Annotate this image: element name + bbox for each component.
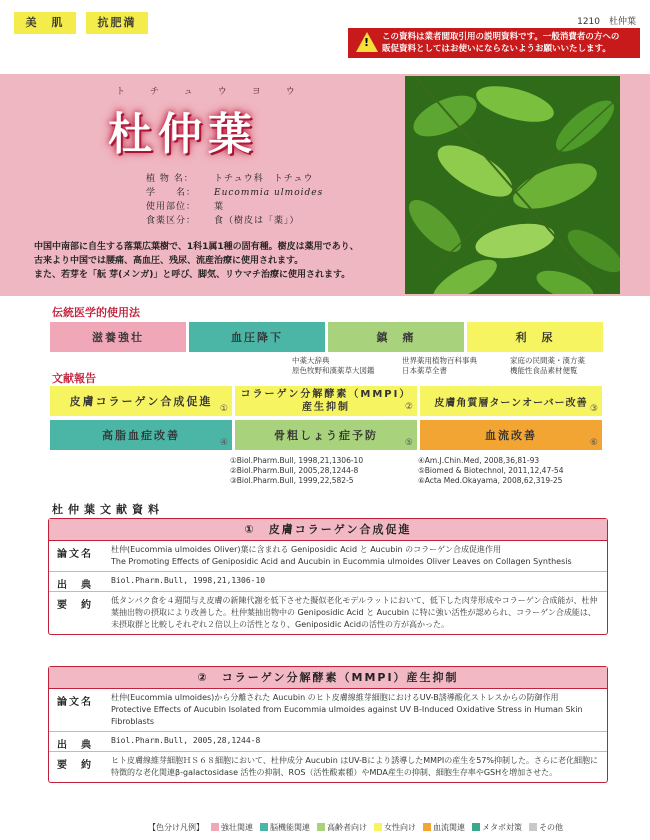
literature-item-num: ④ — [219, 438, 228, 448]
reference-line: ②Biol.Pharm.Bull, 2005,28,1244-8 — [230, 466, 359, 475]
legend-swatch — [260, 823, 268, 831]
reference-line: ⑤Biomed & Biotechnol, 2011,12,47-54 — [418, 466, 564, 475]
info-key: 食薬区分： — [146, 216, 197, 226]
row-label: 出 典 — [57, 740, 93, 751]
row-label: 出 典 — [57, 580, 93, 591]
leaf-photo — [405, 76, 620, 294]
legend-item — [317, 822, 367, 833]
description-line: 古来より中国では腰痛、高血圧、残尿、流産治療に使用されます。 — [34, 256, 304, 266]
literature-card-2 — [48, 666, 608, 783]
literature-refs-left — [230, 456, 363, 486]
literature-item — [50, 386, 232, 416]
legend-swatch — [317, 823, 325, 831]
card-heading: ① 皮膚コラーゲン合成促進 — [49, 519, 607, 541]
row-content: Biol.Pharm.Bull, 1998,21,1306-10 — [111, 576, 266, 585]
info-row — [146, 172, 323, 186]
literature-item — [235, 386, 417, 416]
reference-line: ④Am.J.Chin.Med, 2008,36,81-93 — [418, 456, 540, 465]
plant-description — [34, 240, 402, 282]
traditional-bar-row — [50, 322, 603, 352]
card-row-source — [49, 732, 607, 752]
color-legend — [148, 822, 563, 833]
card-heading: ② コラーゲン分解酵素（MMPⅠ）産生抑制 — [49, 667, 607, 689]
info-key: 植 物 名： — [146, 174, 194, 184]
warning-line-2: 販促資料としてはお使いにならないようお願いいたします。 — [382, 44, 611, 54]
row-content: Biol.Pharm.Bull, 2005,28,1244-8 — [111, 736, 261, 745]
leaf-photo-image — [405, 76, 620, 294]
traditional-item: 血圧降下 — [189, 322, 325, 352]
legend-item — [260, 822, 310, 833]
traditional-source — [402, 356, 477, 376]
literature-card-1 — [48, 518, 608, 635]
legend-label: 高齢者向け — [327, 823, 367, 832]
literature-item-num: ⑥ — [589, 438, 598, 448]
row-label: 要 約 — [57, 600, 93, 611]
legend-swatch — [529, 823, 537, 831]
traditional-source — [292, 356, 375, 376]
literature-item-label: 血流改善 — [485, 429, 537, 442]
warning-line-1: この資料は業者閲取引用の説明資料です。一般消費者の方への — [382, 32, 620, 42]
literature-item — [235, 420, 417, 450]
info-value: 食（樹皮は「薬」） — [214, 216, 300, 226]
info-key: 学 名： — [146, 188, 197, 198]
legend-swatch — [374, 823, 382, 831]
info-row — [146, 214, 323, 228]
source-line: 機能性食品素材便覧 — [510, 366, 578, 375]
document-number: 1210 杜仲葉 — [577, 17, 636, 27]
card-row-title — [49, 689, 607, 732]
legend-swatch — [423, 823, 431, 831]
legend-item — [529, 822, 563, 833]
paper-title-ja: 杜仲(Eucommia ulmoides)から分離された Aucubin のヒト皮膚線維芽細胞におけるUV-B誘導酸化ストレスからの防御作用 — [111, 693, 559, 702]
card-row-source — [49, 572, 607, 592]
literature-section-title: 杜仲葉文献資料 — [52, 503, 164, 516]
legend-item — [423, 822, 465, 833]
card-row-summary — [49, 592, 607, 634]
literature-refs-right — [418, 456, 563, 486]
legend-label: 女性向け — [384, 823, 416, 832]
reference-line: ③Biol.Pharm.Bull, 1999,22,582-5 — [230, 476, 354, 485]
row-content: ヒト皮膚線維芽細胞ＨＳ６８細胞において、杜仲成分 Aucubin はUV-Bにより誘導したMMPⅠの産生を57%抑制した。さらに老化細胞に特徴的な老化関連β-galactosidase 活性の抑制、ROS（活性酸素種）やMDA産生の抑制、細胞生存率やGSHを増加させた。 — [111, 756, 599, 777]
source-line: 家庭の民間薬・漢方薬 — [510, 356, 585, 365]
legend-item — [211, 822, 253, 833]
legend-label: その他 — [539, 823, 563, 832]
traditional-item: 利 尿 — [467, 322, 603, 352]
row-label: 論文名 — [57, 697, 93, 708]
tab-anti-obesity: 抗肥満 — [86, 12, 148, 34]
info-value: トチュウ科 トチュウ — [214, 174, 314, 184]
source-line: 中薬大辞典 — [292, 356, 330, 365]
card-row-summary — [49, 752, 607, 782]
card-row-title — [49, 541, 607, 572]
literature-item-label: コラーゲン分解酵素（MMPⅠ） — [240, 389, 412, 400]
literature-item — [420, 386, 602, 416]
literature-item-num: ③ — [589, 404, 598, 414]
description-line: また、若芽を「𦨞 芽(メンガ)」と呼び、脚気、リウマチ治療に使用されます。 — [34, 270, 351, 280]
row-label: 要 約 — [57, 760, 93, 771]
literature-item — [50, 420, 232, 450]
legend-swatch — [472, 823, 480, 831]
literature-bar-row-1 — [50, 386, 602, 416]
source-line: 世界薬用植物百科事典 — [402, 356, 477, 365]
row-content — [105, 689, 607, 731]
literature-item-label: 高脂血症改善 — [102, 429, 180, 442]
literature-item-label: 骨粗しょう症予防 — [274, 429, 378, 442]
warning-icon: ! — [356, 32, 378, 52]
literature-item-num: ① — [219, 404, 228, 414]
source-line: 原色牧野和漢薬草大図鑑 — [292, 366, 375, 375]
legend-title: 【色分け凡例】 — [148, 823, 204, 832]
legend-item — [472, 822, 522, 833]
literature-item — [420, 420, 602, 450]
page-title: 杜仲葉 — [108, 109, 258, 160]
tab-beauty: 美 肌 — [14, 12, 76, 34]
paper-title-en: The Promoting Effects of Geniposidic Acid and Aucubin in Eucommia ulmoides Oliver Leaves on Collagen Synthesis — [111, 557, 572, 566]
source-line: 日本薬草全書 — [402, 366, 447, 375]
paper-title-en: Protective Effects of Aucubin Isolated from Eucommia ulmoides against UV B-Induced Oxidative Stress in Human Skin Fibroblasts — [111, 705, 583, 726]
literature-heading: 文献報告 — [52, 372, 96, 385]
row-label: 論文名 — [57, 549, 93, 560]
info-row — [146, 186, 323, 200]
literature-item-num: ⑤ — [404, 438, 413, 448]
literature-item-label: 皮膚コラーゲン合成促進 — [69, 395, 213, 408]
info-row — [146, 200, 323, 214]
traditional-source — [510, 356, 585, 376]
scientific-name: Eucommia ulmoides — [214, 188, 324, 198]
reference-line: ①Biol.Pharm.Bull, 1998,21,1306-10 — [230, 456, 364, 465]
info-value — [214, 186, 323, 200]
paper-title-ja: 杜仲(Eucommia ulmoides Oliver)葉に含まれる Geniposidic Acid と Aucubin のコラーゲン合成促進作用 — [111, 545, 501, 554]
legend-swatch — [211, 823, 219, 831]
literature-item-label: 皮膚角質層ターンオーバー改善 — [434, 397, 588, 409]
literature-bar-row-2 — [50, 420, 602, 450]
literature-item-num: ② — [404, 402, 413, 412]
traditional-item: 滋養強壮 — [50, 322, 186, 352]
traditional-heading: 伝統医学的使用法 — [52, 306, 140, 319]
warning-banner — [348, 28, 640, 58]
reference-line: ⑥Acta Med.Okayama, 2008,62,319-25 — [418, 476, 563, 485]
legend-label: 血流関連 — [433, 823, 465, 832]
info-value: 葉 — [214, 202, 225, 212]
traditional-item: 鎮 痛 — [328, 322, 464, 352]
info-key: 使用部位： — [146, 202, 197, 212]
legend-label: 強壮関連 — [221, 823, 253, 832]
literature-item-label-2: 産生抑制 — [302, 402, 350, 413]
description-line: 中国中南部に自生する落葉広葉樹で、1科1属1種の固有種。樹皮は薬用であり、 — [34, 242, 359, 252]
legend-item — [374, 822, 416, 833]
legend-label: 脳機能関連 — [270, 823, 310, 832]
plant-info — [146, 172, 323, 228]
title-ruby: トチュウヨウ — [116, 87, 320, 97]
legend-label: メタボ対策 — [482, 823, 522, 832]
row-content: 低タンパク食を４週間与え皮膚の新陳代謝を低下させた擬似老化モデルラットにおいて、低下した肉芽形成やコラーゲン合成能が、杜仲葉抽出物の摂取により改善した。杜仲葉抽出物中の Geniposidic Acid と Aucubin に特に強い活性が認められ、コラーゲン合成能は、未摂取群と比較しそれぞれ２倍以上の活性となり、Geniposidic Acidの活性の方が高かった。 — [111, 596, 598, 629]
row-content — [105, 541, 607, 571]
